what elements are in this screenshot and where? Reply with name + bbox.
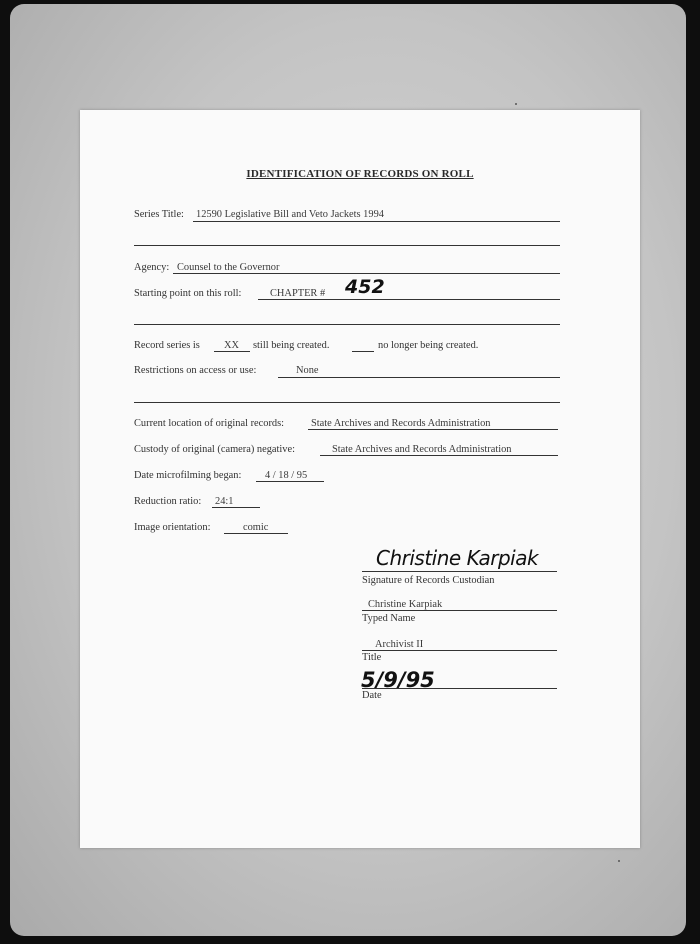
starting-point-underline [258,299,560,300]
signature-underline [362,571,557,572]
date-began-label: Date microfilming began: [134,470,242,481]
record-series-mark: XX [224,340,240,351]
title-value: Archivist II [375,639,424,650]
title-underline [362,650,557,651]
agency-value: Counsel to the Governor [177,262,280,273]
agency-underline [173,273,560,274]
signature-label: Signature of Records Custodian [362,575,495,586]
restrictions-value: None [296,365,319,376]
title-label: Title [362,652,382,663]
date-began-underline [256,481,324,482]
film-speck [515,103,517,105]
handwritten-chapter-number: 452 [345,276,385,298]
date-label: Date [362,690,382,701]
date-began-value: 4 / 18 / 95 [265,470,308,481]
blank-line [134,324,560,325]
custody-value: State Archives and Records Administration [332,444,512,455]
film-speck [618,860,620,862]
reduction-ratio-value: 24:1 [215,496,234,507]
restrictions-underline [278,377,560,378]
reduction-ratio-underline [212,507,260,508]
series-title-value: 12590 Legislative Bill and Veto Jackets 1994 [196,209,384,220]
typed-name-underline [362,610,557,611]
custody-underline [320,455,558,456]
series-title-label: Series Title: [134,209,184,220]
typed-name-label: Typed Name [362,613,416,624]
handwritten-signature: Christine Karpiak [376,546,539,570]
starting-point-label: Starting point on this roll: [134,288,242,299]
image-orientation-label: Image orientation: [134,522,211,533]
current-location-value: State Archives and Records Administration [311,418,491,429]
still-being-created-label: still being created. [253,340,330,351]
date-underline [362,688,557,689]
starting-point-value: CHAPTER # [270,288,326,299]
reduction-ratio-label: Reduction ratio: [134,496,202,507]
restrictions-label: Restrictions on access or use: [134,365,257,376]
form-heading: IDENTIFICATION OF RECORDS ON ROLL [246,168,474,180]
image-orientation-underline [224,533,288,534]
handwritten-date: 5/9/95 [361,668,435,692]
series-title-underline [193,221,560,222]
custody-label: Custody of original (camera) negative: [134,444,295,455]
current-location-underline [308,429,558,430]
typed-name-value: Christine Karpiak [368,599,443,610]
blank-line [134,245,560,246]
image-orientation-value: comic [243,522,269,533]
record-series-underline [214,351,250,352]
agency-label: Agency: [134,262,170,273]
record-series-label: Record series is [134,340,200,351]
no-longer-underline [352,351,374,352]
no-longer-being-created-label: no longer being created. [378,340,479,351]
form-sheet [80,110,640,848]
blank-line [134,402,560,403]
current-location-label: Current location of original records: [134,418,285,429]
